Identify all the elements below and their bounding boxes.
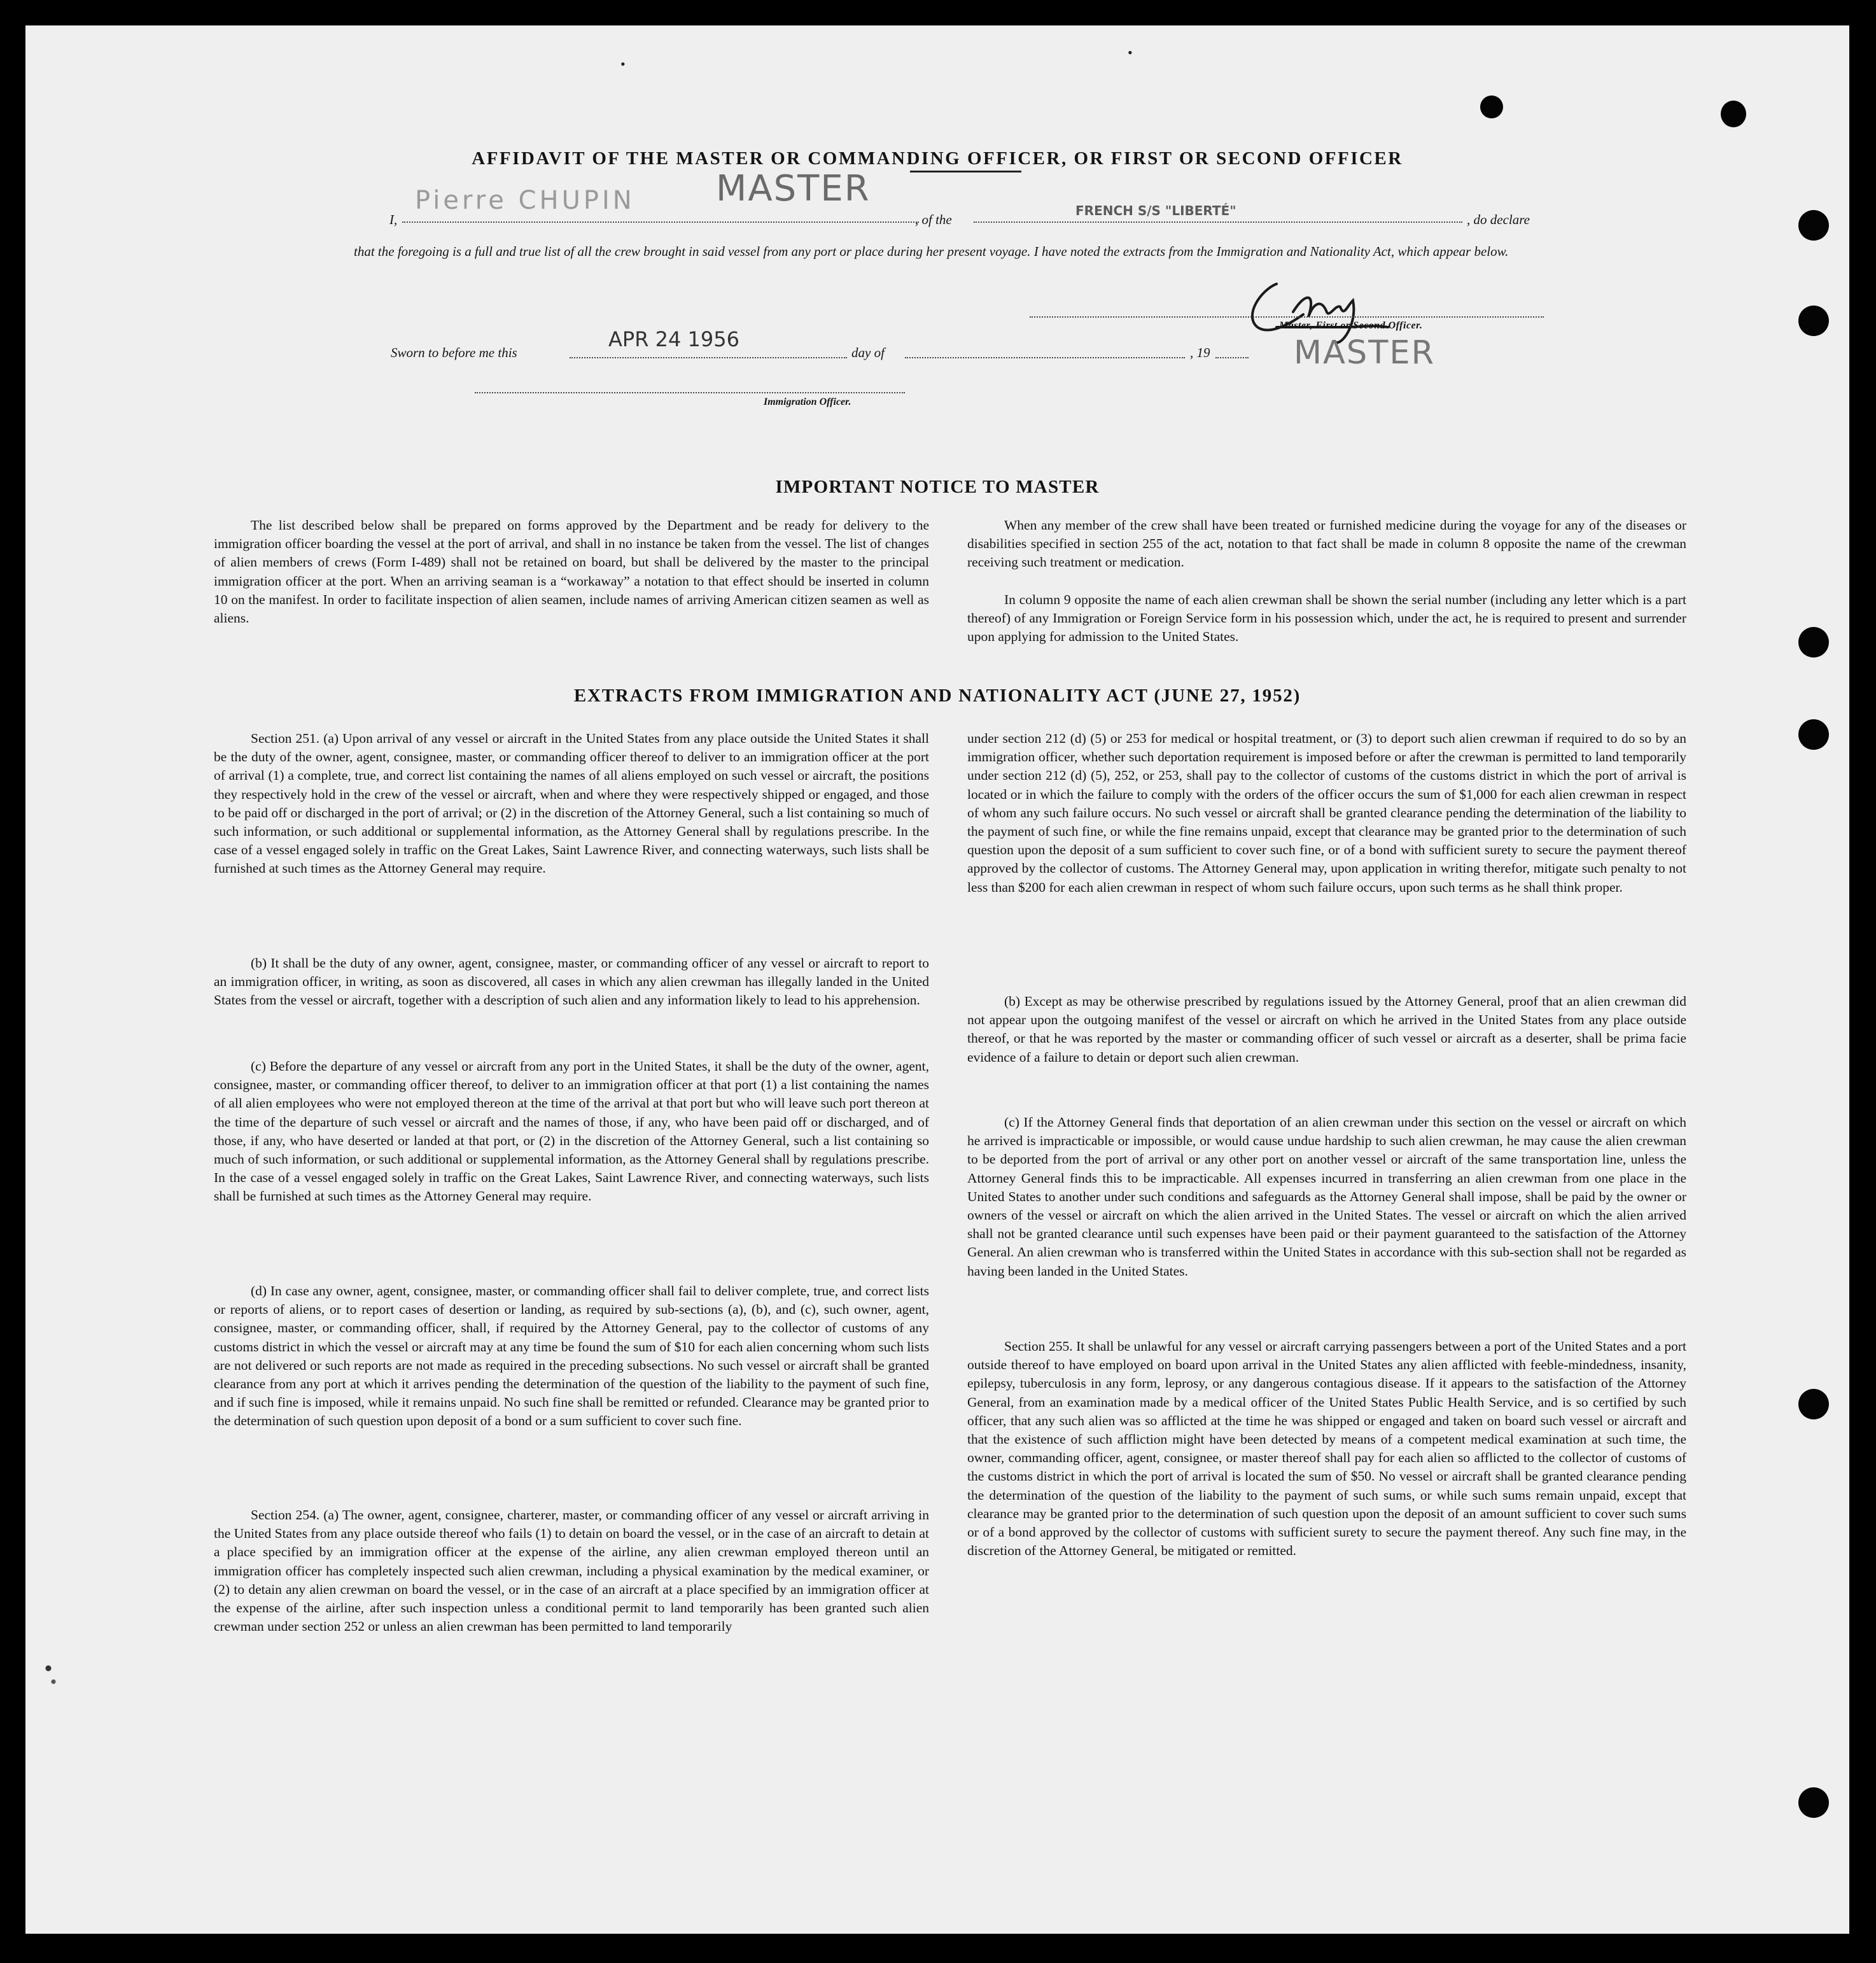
master-stamp: MASTER — [1294, 334, 1436, 372]
statute-paragraph: (c) Before the departure of any vessel or aircraft from any port in the United States, it shall be the duty of the owner, agent, consignee, master, or commanding officer thereof, to deliver to an immigration officer at that port (1) a list containing the names of all alien employees who were not employed thereon at the time of the arrival at that port but who will leave such port thereon at the time of the departure of such vessel or aircraft and the names of those, if any, who have been paid off or discharged, and of those, if any, who have deserted or landed at that port, or (2) in the discretion of the Attorney General, such a list containing so much of such information, or such additional or supplemental information, as the Attorney General shall by regulations prescribe. In the case of a vessel engaged solely in traffic on the Great Lakes, Saint Lawrence River, and connecting waterways, such lists shall be furnished at such times as the Attorney General may require. — [214, 1059, 929, 1204]
vessel-stamp: FRENCH S/S "LIBERTÉ" — [1075, 203, 1236, 218]
sworn-date-stamp: APR 24 1956 — [608, 327, 739, 351]
scan-smudge — [38, 1655, 64, 1699]
signature-caption: Master, First or Second Officer. — [1279, 320, 1423, 331]
rank-stamp: MASTER — [716, 168, 871, 209]
extracts-heading: EXTRACTS FROM IMMIGRATION AND NATIONALITY ACT (JUNE 27, 1952) — [573, 686, 1301, 706]
title-rule — [910, 171, 1021, 172]
label-year: , 19 — [1190, 345, 1210, 360]
notice-paragraph: The list described below shall be prepared on forms approved by the Department and be ready for delivery to the immigration officer boarding the vessel at the port of arrival, and shall in no instance be taken from the vessel. The list of changes of alien members of crews (Form I-489) shall not be retained on board, but shall be delivered by the master to the principal immigration officer at the port. When an arriving seaman is a “workaway” a notation to that effect should be inserted in column 10 on the manifest. In order to facilitate inspection of alien seamen, include names of arriving American citizen seamen as well as aliens. — [214, 517, 929, 626]
notice-paragraph: In column 9 opposite the name of each alien crewman shall be shown the serial number (including any letter which is a part thereof) of any Immigration or Foreign Service form in his possession which, under the act, he is required to present and surrender upon applying for admission to the United States. — [967, 592, 1686, 645]
label-i: I, — [389, 212, 398, 227]
punch-hole — [1721, 101, 1746, 127]
punch-hole — [1798, 1787, 1829, 1818]
name-line — [402, 222, 919, 223]
sworn-date-line — [570, 357, 847, 358]
punch-hole — [1798, 1389, 1829, 1419]
statute-paragraph: Section 251. (a) Upon arrival of any vessel or aircraft in the United States from any place outside the United States it shall be the duty of the owner, agent, consignee, master, or commanding officer thereof to deliver to an immigration officer at the port of arrival (1) a complete, true, and correct list containing the names of all aliens employed on such vessel or aircraft, the positions they respectively hold in the crew of the vessel or aircraft, when and where they were respectively shipped or engaged, and those to be paid off or discharged in the port of arrival; or (2) in the discretion of the Attorney General, such a list containing so much of such information, or such additional or supplemental information, as the Attorney General shall by regulations prescribe. In the case of a vessel engaged solely in traffic on the Great Lakes, Saint Lawrence River, and connecting waterways, such lists shall be furnished at such times as the Attorney General may require. — [214, 731, 929, 876]
month-line — [905, 357, 1185, 358]
statute-paragraph: Section 255. It shall be unlawful for any vessel or aircraft carrying passengers between a port of the United States and a port outside thereof to have employed on board upon arrival in the United States any alien afflicted with feeble-mindedness, insanity, epilepsy, tuberculosis in any form, leprosy, or any dangerous contagious disease. If it appears to the satisfaction of the Attorney General, from an examination made by a medical officer of the United States Public Health Service, and is so certified by such officer, that any such alien was so afflicted at the time he was shipped or engaged and taken on board such vessel or aircraft and that the existence of such affliction might have been detected by means of a competent medical examination at such time, the owner, commanding officer, agent, consignee, or master thereof shall pay for each alien so afflicted to the collector of customs of the customs district in which the port of arrival is located the sum of $50. No vessel or aircraft shall be granted clearance pending the determination of the question of the liability to the payment of such sums, or while such sums remain unpaid, except that clearance may be granted prior to the determination of such question upon the deposit of an amount sufficient to cover such sums or of a bond approved by the collector of customs with sufficient surety to secure the payment thereof. Any such fine may, in the discretion of the Attorney General, be mitigated or remitted. — [967, 1339, 1686, 1559]
punch-hole — [1480, 95, 1503, 118]
statute-paragraph: (d) In case any owner, agent, consignee, master, or commanding officer shall fail to deliver complete, true, and correct lists or reports of aliens, or to report cases of desertion or landing, as required by sub-sections (a), (b), and (c), such owner, agent, consignee, master, or commanding officer, shall, if required by the Attorney General, pay to the collector of customs of any customs district in which the vessel or aircraft may at any time be found the sum of $10 for each alien concerning whom such lists are not delivered or such reports are not made as required in the preceding subsections. No such vessel or aircraft shall be granted clearance from any port at which it arrives pending the determination of the question of the liability to the payment of such fine, and if such fine is imposed, while it remains unpaid. No such fine shall be remitted or refunded. Clearance may be granted prior to the determination of such question upon deposit of a bond or a sum sufficient to cover such fine. — [214, 1283, 929, 1429]
punch-hole — [1798, 210, 1829, 241]
punch-hole — [1798, 719, 1829, 750]
officer-caption: Immigration Officer. — [764, 397, 851, 407]
punch-hole — [1798, 306, 1829, 336]
name-stamp: Pierre CHUPIN — [415, 186, 635, 215]
statute-paragraph: (b) Except as may be otherwise prescribed by regulations issued by the Attorney General, proof that an alien crewman did not appear upon the outgoing manifest of the vessel or aircraft on which he arrived in the United States from any place outside thereof, or that he was reported by the master or commanding officer of such vessel or aircraft as a deserter, shall be prima facie evidence of a failure to detain or deport such alien crewman. — [967, 994, 1686, 1065]
year-line — [1215, 357, 1249, 358]
label-day-of: day of — [851, 345, 885, 360]
document-page — [25, 25, 1849, 1934]
label-of-the: , of the — [915, 212, 952, 227]
signature-line — [1030, 316, 1544, 318]
punch-hole — [1798, 627, 1829, 658]
vessel-line — [974, 222, 1462, 223]
statute-paragraph: (b) It shall be the duty of any owner, agent, consignee, master, or commanding officer of any vessel or aircraft to report to an immigration officer, in writing, as soon as discovered, all cases in which any alien crewman has illegally landed in the United States from the vessel or aircraft, together with a description of such alien and any information likely to lead to his apprehension. — [214, 955, 929, 1008]
notice-heading: IMPORTANT NOTICE TO MASTER — [775, 477, 1100, 497]
scan-mark: • — [1128, 45, 1133, 60]
affidavit-body: that the foregoing is a full and true list of all the crew brought in said vessel from any port or place during her present voyage. I have noted the extracts from the Immigration and Nationality Act, which appear below. — [354, 244, 1509, 259]
affidavit-title: AFFIDAVIT OF THE MASTER OR COMMANDING OFFICER, OR FIRST OR SECOND OFFICER — [472, 148, 1403, 169]
officer-line — [475, 392, 905, 393]
label-sworn: Sworn to before me this — [391, 345, 517, 360]
statute-paragraph: under section 212 (d) (5) or 253 for medical or hospital treatment, or (3) to deport such alien crewman if required to do so by an immigration officer, whether such deportation requirement is imposed before or after the crewman is permitted to land temporarily under section 212 (d) (5), 252, or 253, shall pay to the collector of customs of the customs district in which the port of arrival is located or in which the failure to comply with the orders of the officer occurs the sum of $1,000 for each alien crewman in respect of whom any such failure occurs. No such vessel or aircraft shall be granted clearance pending the determination of the liability to the payment of such fine, or while the fine remains unpaid, except that clearance may be granted prior to the determination of such question upon the deposit of a sum sufficient to cover such fine, or of a bond with sufficient surety to secure the payment thereof approved by the collector of customs. The Attorney General may, upon application in writing therefor, mitigate such penalty to not less than $200 for each alien crewman in respect of whom such failure occurs, upon such terms as he shall think proper. — [967, 731, 1686, 895]
label-do-declare: , do declare — [1467, 212, 1530, 227]
statute-paragraph: (c) If the Attorney General finds that deportation of an alien crewman under this section on the vessel or aircraft on which he arrived is impracticable or impossible, or would cause undue hardship to such alien crewman, he may cause the alien crewman to be deported from the port of arrival or any other port on another vessel or aircraft of the same transportation line, unless the Attorney General finds this to be impracticable. All expenses incurred in transferring an alien crewman from one place in the United States to another under such conditions and safeguards as the Attorney General shall impose, shall be paid by the owner or owners of the vessel or aircraft on which the alien arrived in the United States. The vessel or aircraft on which the alien arrived shall not be granted clearance until such expenses have been paid or their payment guaranteed to the satisfaction of the Attorney General. An alien crewman who is transferred within the United States in accordance with this sub-section shall not be regarded as having been landed in the United States. — [967, 1115, 1686, 1279]
statute-paragraph: Section 254. (a) The owner, agent, consignee, charterer, master, or commanding officer of any vessel or aircraft arriving in the United States from any place outside thereof who fails (1) to detain on board the vessel, or in the case of an aircraft to detain at a place specified by an immigration officer at the expense of the airline, any alien crewman employed thereon until an immigration officer has completely inspected such alien crewman, including a physical examination by the medical examiner, or (2) to detain any alien crewman on board the vessel, or in the case of an aircraft at a place specified by an immigration officer at the expense of the airline, after such inspection unless a conditional permit to land temporarily has been granted such alien crewman under section 252 or unless an alien crewman has been permitted to land temporarily — [214, 1507, 929, 1635]
notice-paragraph: When any member of the crew shall have been treated or furnished medicine during the voyage for any of the diseases or disabilities specified in section 255 of the act, notation to that fact shall be made in column 8 opposite the name of the crewman receiving such treatment or medication. — [967, 517, 1686, 570]
scan-mark: • — [620, 56, 626, 72]
